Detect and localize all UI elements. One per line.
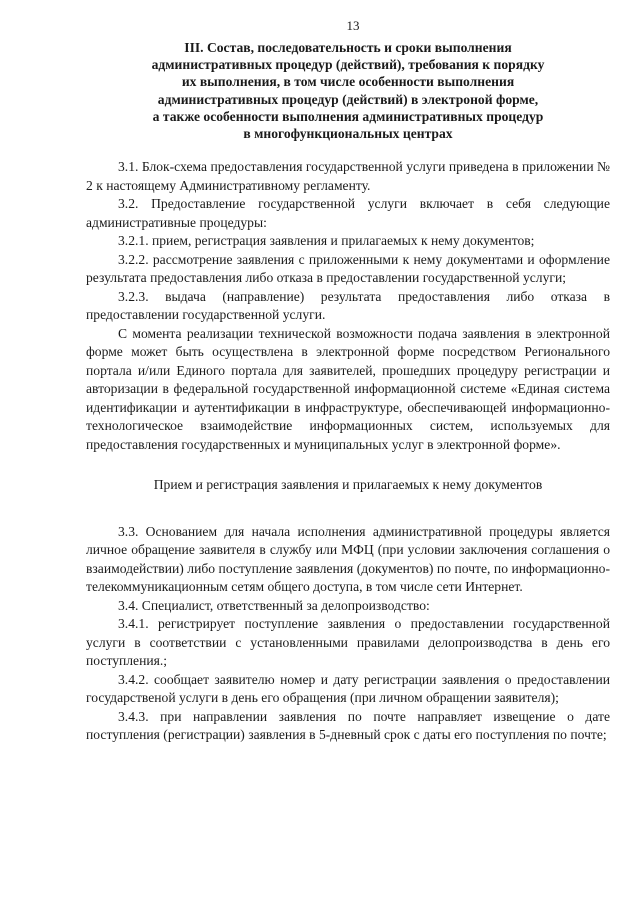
paragraph-3-2-1: 3.2.1. прием, регистрация заявления и прилагаемых к нему документов; — [118, 233, 535, 249]
paragraph-3-2-3: 3.2.3. выдача (направление) результата предоставления либо отказа в предоставлении государственной услуги. — [86, 288, 610, 323]
paragraph-3-4-2: 3.4.2. сообщает заявителю номер и дату регистрации заявления о предоставлении государственой услуги в день его обращения (при личном обращении заявителя); — [86, 671, 610, 706]
document-page — [86, 18, 610, 745]
paragraph-3-4-3: 3.4.3. при направлении заявления по почте направляет извещение о дате поступления (регистрации) заявления в 5-дневный срок с даты его поступления по почте; — [86, 708, 610, 743]
subsection-title: Прием и регистрация заявления и прилагаемых к нему документов — [153, 477, 543, 493]
heading-line: III. Состав, последовательность и сроки выполнения — [184, 40, 512, 55]
heading-line: административных процедур (действий) в электроной форме, — [157, 91, 539, 107]
paragraph-3-2-2: 3.2.2. рассмотрение заявления с приложенными к нему документами и оформление результата предоставления либо отказа в предоставлении государственной услуги; — [86, 251, 610, 286]
heading-line: а также особенности выполнения административных процедур — [152, 108, 544, 124]
section-heading — [86, 39, 610, 142]
paragraph-3-1: 3.1. Блок-схема предоставления государственной услуги приведена в приложении № 2 к настоящему Административному регламенту. — [86, 159, 610, 193]
paragraph-3-3: 3.3. Основанием для начала исполнения административной процедуры является личное обращение заявителя в службу или МФЦ (при условии заключения соглашения о взаимодействии) либо поступление заявления (документов) по почте, по информационно-телекоммуникационным сетям общего доступа, в том числе сети Интернет. — [86, 523, 610, 595]
heading-line: административных процедур (действий), требования к порядку — [151, 57, 545, 73]
paragraph-3-2: 3.2. Предоставление государственной услуги включает в себя следующие административные процедуры: — [86, 196, 610, 230]
page-number: 13 — [346, 18, 360, 33]
paragraph-electronic-form: С момента реализации технической возможности подача заявления в электронной форме может быть осуществлена в электронной форме посредством Регионального портала и/или Единого портала для заявителей, прошедших процедуру регистрации и авторизации в федеральной государственной информационной системе «Единая система идентификации и аутентификации в инфраструктуре, обеспечивающей информационно-технологическое взаимодействие информационных систем, используемых для предоставления государственных и муниципальных услуг в электронной форме». — [86, 325, 610, 452]
document-body — [86, 158, 610, 745]
paragraph-3-4: 3.4. Специалист, ответственный за делопроизводство: — [118, 597, 430, 613]
paragraph-3-4-1: 3.4.1. регистрирует поступление заявления о предоставлении государственной услуги в соответствии с установленными правилами делопроизводства в день его поступления.; — [86, 616, 610, 669]
heading-line: их выполнения, в том числе особенности выполнения — [181, 74, 515, 90]
heading-line: в многофункциональных центрах — [243, 126, 453, 142]
